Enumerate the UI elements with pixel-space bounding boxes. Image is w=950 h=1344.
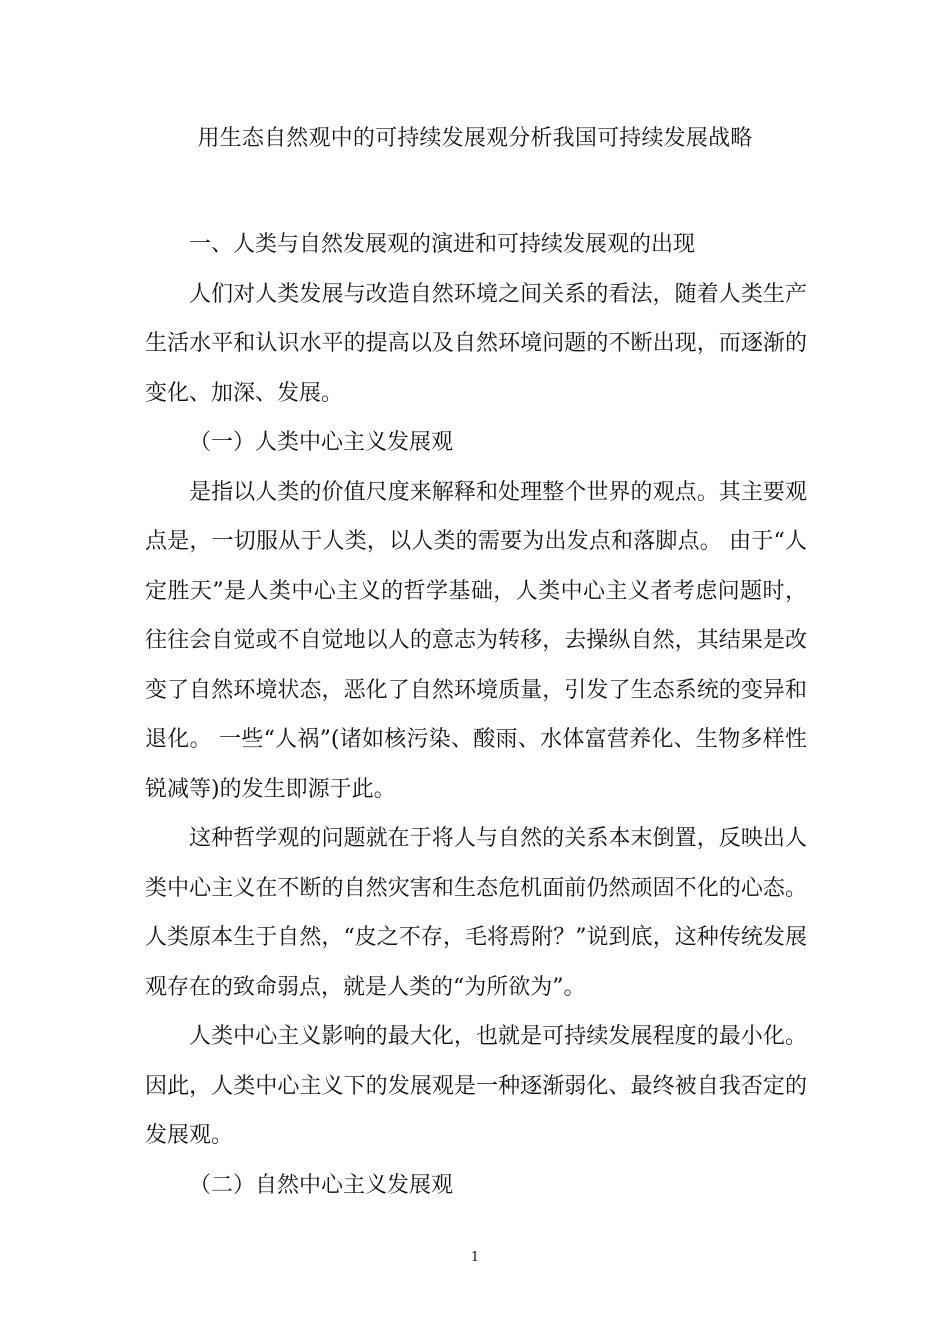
document-title: 用生态自然观中的可持续发展观分析我国可持续发展战略 [197,126,753,151]
subsection-heading-2: （二）自然中心主义发展观 [189,1172,454,1198]
paragraph-philosophy-problem: 这种哲学观的问题就在于将人与自然的关系本末倒置，反映出人类中心主义在不断的自然灾害和生态危机面前仍然顽固不化的心态。人类原本生于自然，“皮之不存，毛将焉附？”说到底，这种传统发展观存在的致命弱点，就是人类的“为所欲为”。 [145,826,807,1000]
paragraph-anthropocentrism-definition: 是指以人类的价值尺度来解释和处理整个世界的观点。其主要观点是，一切服从于人类，以人类的需要为出发点和落脚点。 由于“人定胜天”是人类中心主义的哲学基础，人类中心主义者考虑问题时，往往会自觉或不自觉地以人的意志为转移，去操纵自然，其结果是改变了自然环境状态，恶化了自然环境质量，引发了生态系统的变异和退化。 一些“人祸”(诸如核污染、酸雨、水体富营养化、生物多样性锐减等)的发生即源于此。 [145,479,807,802]
paragraph-intro: 人们对人类发展与改造自然环境之间关系的看法，随着人类生产生活水平和认识水平的提高以及自然环境问题的不断出现，而逐渐的变化、加深、发展。 [145,281,807,406]
subsection-heading-1: （一）人类中心主义发展观 [189,430,454,455]
page-number: 1 [470,1250,480,1265]
section-heading-1: 一、人类与自然发展观的演进和可持续发展观的出现 [189,232,696,257]
document-body [145,220,807,1210]
paragraph-conclusion: 人类中心主义影响的最大化，也就是可持续发展程度的最小化。因此，人类中心主义下的发展观是一种逐渐弱化、最终被自我否定的发展观。 [145,1024,807,1148]
